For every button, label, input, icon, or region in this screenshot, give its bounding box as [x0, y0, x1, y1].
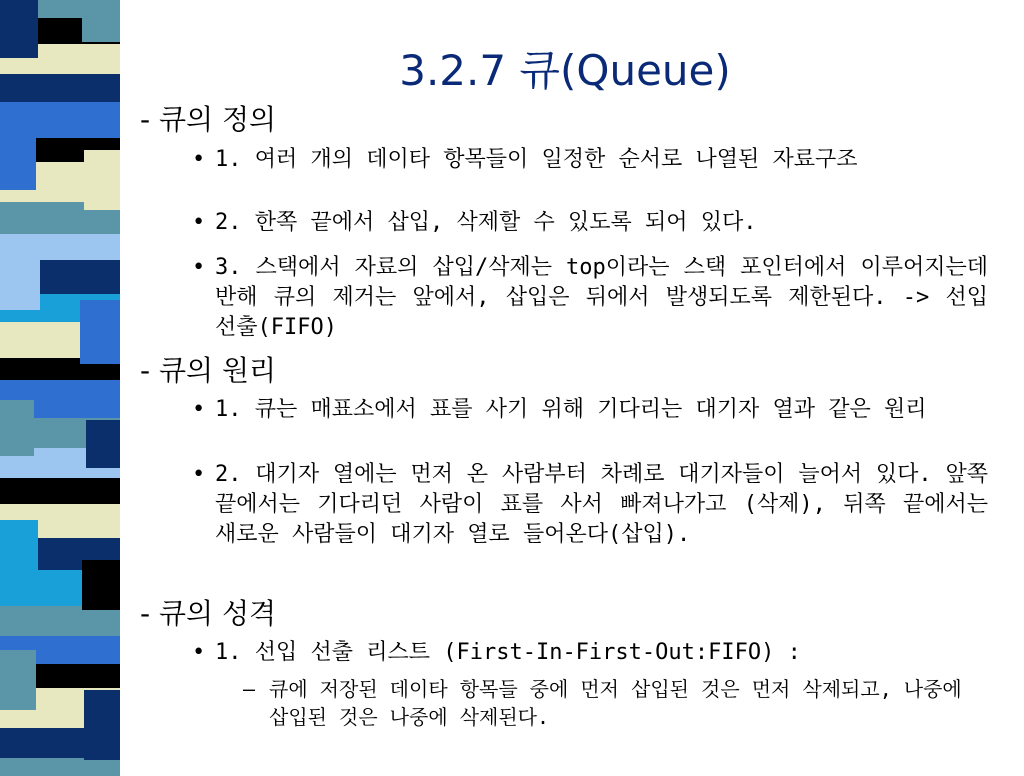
strip-block: [0, 520, 38, 582]
list-item: [192, 460, 988, 550]
sub-list-item-text: 큐에 저장된 데이타 항목들 중에 먼저 삽입된 것은 먼저 삭제되고, 나중에 삽입된 것은 나중에 삭제된다.: [269, 677, 962, 729]
slide-title: 3.2.7 큐(Queue): [399, 46, 731, 95]
section-heading-principle: - 큐의 원리: [140, 354, 277, 387]
list-item: [192, 638, 988, 668]
bullet-icon: •: [192, 255, 206, 280]
list-item-text: 1. 큐는 매표소에서 표를 사기 위해 기다리는 대기자 열과 같은 원리: [215, 397, 927, 422]
bullet-icon: •: [192, 147, 206, 172]
strip-band: [0, 478, 120, 504]
strip-block: [0, 260, 40, 310]
list-item-text: 2. 대기자 열에는 먼저 온 사람부터 차례로 대기자들이 늘어서 있다. 앞쪽 끝에서는 기다리던 사람이 표를 사서 빠져나가고 (삭제), 뒤쪽 끝에서는 새로운 사람들이 대기자 열로 들어온다(삽입).: [215, 462, 988, 547]
sub-list-item: [243, 675, 983, 731]
list-item-text: 1. 여러 개의 데이타 항목들이 일정한 순서로 나열된 자료구조: [215, 147, 858, 172]
list-item-text: 2. 한쪽 끝에서 삽입, 삭제할 수 있도록 되어 있다.: [215, 210, 757, 235]
list-item-text: 3. 스택에서 자료의 삽입/삭제는 top이라는 스택 포인터에서 이루어지는데 반해 큐의 제거는 앞에서, 삽입은 뒤에서 발생되도록 제한된다. -> 선입 선출(FIFO): [215, 255, 988, 340]
dash-icon: –: [243, 677, 256, 701]
strip-band: [0, 234, 120, 260]
strip-block: [0, 120, 36, 190]
bullet-icon: •: [192, 462, 206, 487]
bullet-icon: •: [192, 397, 206, 422]
strip-band: [0, 606, 120, 636]
list-item: [192, 253, 988, 343]
list-item: [192, 395, 988, 425]
strip-block: [0, 400, 34, 456]
strip-block: [82, 560, 120, 610]
list-item-text: 1. 선입 선출 리스트 (First-In-First-Out:FIFO) :: [215, 640, 801, 665]
decorative-side-strip: [0, 0, 120, 768]
strip-block: [84, 150, 120, 210]
strip-block: [82, 0, 120, 42]
list-item: [192, 145, 988, 175]
section-heading-characteristics: - 큐의 성격: [140, 597, 277, 630]
bullet-icon: •: [192, 640, 206, 665]
strip-block: [80, 300, 120, 364]
section-heading-definition: - 큐의 정의: [140, 103, 277, 136]
strip-block: [84, 690, 120, 760]
strip-block: [0, 650, 36, 710]
strip-band: [0, 758, 120, 776]
bullet-icon: •: [192, 210, 206, 235]
strip-block: [86, 420, 120, 468]
list-item: [192, 208, 988, 238]
